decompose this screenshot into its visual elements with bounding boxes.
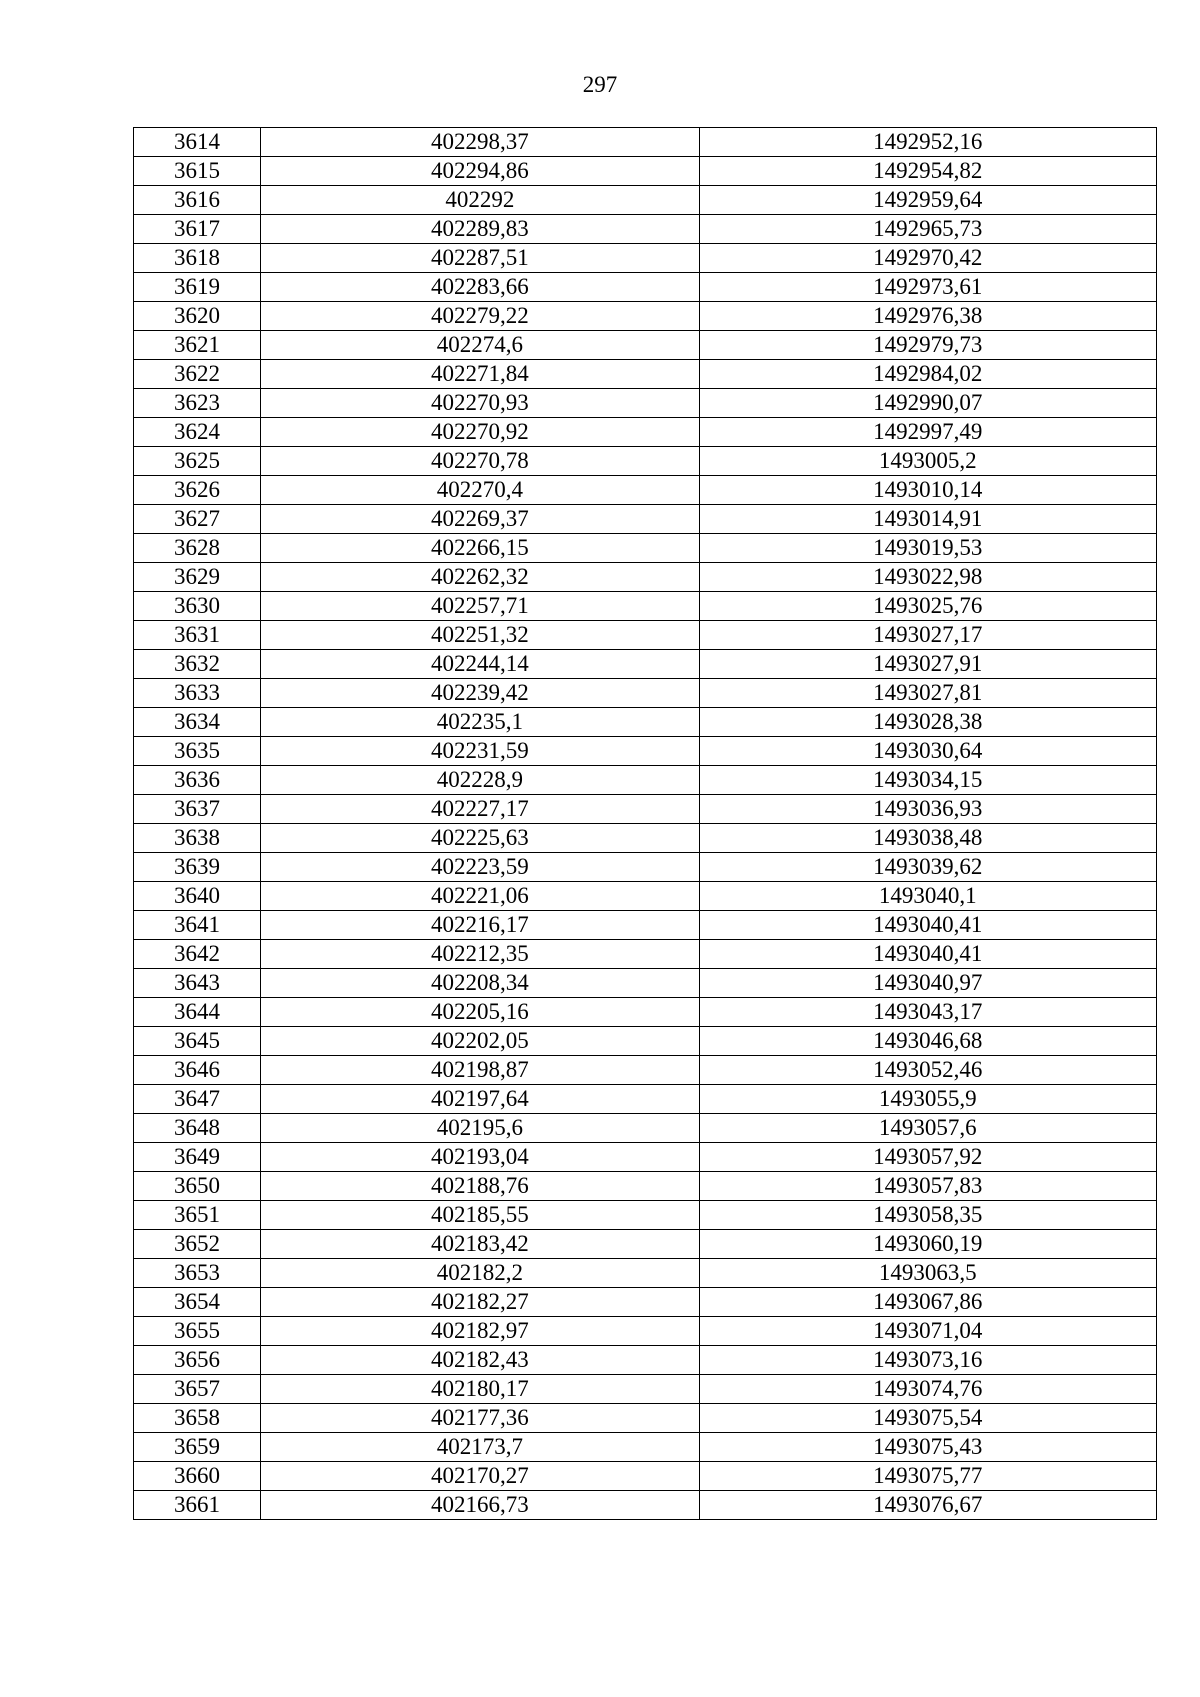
x-coordinate-cell: 402182,97 — [261, 1317, 699, 1346]
x-coordinate-cell: 402197,64 — [261, 1085, 699, 1114]
point-number-cell: 3630 — [134, 592, 261, 621]
x-coordinate-cell: 402182,27 — [261, 1288, 699, 1317]
x-coordinate-cell: 402202,05 — [261, 1027, 699, 1056]
point-number-cell: 3644 — [134, 998, 261, 1027]
point-number-cell: 3655 — [134, 1317, 261, 1346]
table-row — [134, 998, 1157, 1027]
y-coordinate-cell: 1493040,1 — [699, 882, 1156, 911]
y-coordinate-cell: 1493071,04 — [699, 1317, 1156, 1346]
x-coordinate-cell: 402271,84 — [261, 360, 699, 389]
y-coordinate-cell: 1493055,9 — [699, 1085, 1156, 1114]
point-number-cell: 3621 — [134, 331, 261, 360]
y-coordinate-cell: 1493019,53 — [699, 534, 1156, 563]
y-coordinate-cell: 1492952,16 — [699, 128, 1156, 157]
y-coordinate-cell: 1493040,41 — [699, 911, 1156, 940]
point-number-cell: 3639 — [134, 853, 261, 882]
y-coordinate-cell: 1493074,76 — [699, 1375, 1156, 1404]
x-coordinate-cell: 402257,71 — [261, 592, 699, 621]
y-coordinate-cell: 1492959,64 — [699, 186, 1156, 215]
point-number-cell: 3636 — [134, 766, 261, 795]
y-coordinate-cell: 1493039,62 — [699, 853, 1156, 882]
x-coordinate-cell: 402188,76 — [261, 1172, 699, 1201]
point-number-cell: 3622 — [134, 360, 261, 389]
table-row — [134, 679, 1157, 708]
y-coordinate-cell: 1493027,91 — [699, 650, 1156, 679]
point-number-cell: 3637 — [134, 795, 261, 824]
y-coordinate-cell: 1493038,48 — [699, 824, 1156, 853]
point-number-cell: 3660 — [134, 1462, 261, 1491]
y-coordinate-cell: 1493027,17 — [699, 621, 1156, 650]
x-coordinate-cell: 402180,17 — [261, 1375, 699, 1404]
coordinates-table — [133, 127, 1157, 1520]
point-number-cell: 3617 — [134, 215, 261, 244]
y-coordinate-cell: 1493052,46 — [699, 1056, 1156, 1085]
x-coordinate-cell: 402262,32 — [261, 563, 699, 592]
table-row — [134, 1462, 1157, 1491]
point-number-cell: 3632 — [134, 650, 261, 679]
point-number-cell: 3659 — [134, 1433, 261, 1462]
y-coordinate-cell: 1492954,82 — [699, 157, 1156, 186]
y-coordinate-cell: 1493005,2 — [699, 447, 1156, 476]
table-row — [134, 389, 1157, 418]
x-coordinate-cell: 402279,22 — [261, 302, 699, 331]
x-coordinate-cell: 402270,78 — [261, 447, 699, 476]
x-coordinate-cell: 402283,66 — [261, 273, 699, 302]
point-number-cell: 3625 — [134, 447, 261, 476]
table-row — [134, 418, 1157, 447]
x-coordinate-cell: 402266,15 — [261, 534, 699, 563]
point-number-cell: 3618 — [134, 244, 261, 273]
y-coordinate-cell: 1493076,67 — [699, 1491, 1156, 1520]
point-number-cell: 3661 — [134, 1491, 261, 1520]
table-row — [134, 1027, 1157, 1056]
table-row — [134, 302, 1157, 331]
y-coordinate-cell: 1493043,17 — [699, 998, 1156, 1027]
table-row — [134, 1056, 1157, 1085]
x-coordinate-cell: 402182,43 — [261, 1346, 699, 1375]
point-number-cell: 3628 — [134, 534, 261, 563]
point-number-cell: 3649 — [134, 1143, 261, 1172]
x-coordinate-cell: 402270,4 — [261, 476, 699, 505]
point-number-cell: 3620 — [134, 302, 261, 331]
y-coordinate-cell: 1493036,93 — [699, 795, 1156, 824]
x-coordinate-cell: 402166,73 — [261, 1491, 699, 1520]
table-row — [134, 650, 1157, 679]
x-coordinate-cell: 402185,55 — [261, 1201, 699, 1230]
x-coordinate-cell: 402231,59 — [261, 737, 699, 766]
table-row — [134, 447, 1157, 476]
point-number-cell: 3652 — [134, 1230, 261, 1259]
y-coordinate-cell: 1492970,42 — [699, 244, 1156, 273]
point-number-cell: 3635 — [134, 737, 261, 766]
table-row — [134, 186, 1157, 215]
y-coordinate-cell: 1493014,91 — [699, 505, 1156, 534]
table-row — [134, 157, 1157, 186]
x-coordinate-cell: 402170,27 — [261, 1462, 699, 1491]
x-coordinate-cell: 402298,37 — [261, 128, 699, 157]
point-number-cell: 3653 — [134, 1259, 261, 1288]
y-coordinate-cell: 1492976,38 — [699, 302, 1156, 331]
x-coordinate-cell: 402294,86 — [261, 157, 699, 186]
table-row — [134, 1433, 1157, 1462]
y-coordinate-cell: 1493025,76 — [699, 592, 1156, 621]
y-coordinate-cell: 1492997,49 — [699, 418, 1156, 447]
table-row — [134, 360, 1157, 389]
point-number-cell: 3623 — [134, 389, 261, 418]
x-coordinate-cell: 402195,6 — [261, 1114, 699, 1143]
table-row — [134, 128, 1157, 157]
point-number-cell: 3658 — [134, 1404, 261, 1433]
table-row — [134, 1346, 1157, 1375]
x-coordinate-cell: 402289,83 — [261, 215, 699, 244]
x-coordinate-cell: 402287,51 — [261, 244, 699, 273]
table-row — [134, 273, 1157, 302]
table-row — [134, 476, 1157, 505]
table-row — [134, 1085, 1157, 1114]
point-number-cell: 3631 — [134, 621, 261, 650]
y-coordinate-cell: 1492965,73 — [699, 215, 1156, 244]
point-number-cell: 3640 — [134, 882, 261, 911]
point-number-cell: 3643 — [134, 969, 261, 998]
point-number-cell: 3647 — [134, 1085, 261, 1114]
x-coordinate-cell: 402223,59 — [261, 853, 699, 882]
table-row — [134, 534, 1157, 563]
table-row — [134, 592, 1157, 621]
point-number-cell: 3650 — [134, 1172, 261, 1201]
table-row — [134, 331, 1157, 360]
x-coordinate-cell: 402183,42 — [261, 1230, 699, 1259]
point-number-cell: 3657 — [134, 1375, 261, 1404]
table-row — [134, 1230, 1157, 1259]
point-number-cell: 3654 — [134, 1288, 261, 1317]
x-coordinate-cell: 402270,93 — [261, 389, 699, 418]
table-row — [134, 1317, 1157, 1346]
y-coordinate-cell: 1493060,19 — [699, 1230, 1156, 1259]
table-row — [134, 1491, 1157, 1520]
table-row — [134, 1143, 1157, 1172]
y-coordinate-cell: 1493046,68 — [699, 1027, 1156, 1056]
x-coordinate-cell: 402227,17 — [261, 795, 699, 824]
x-coordinate-cell: 402177,36 — [261, 1404, 699, 1433]
table-row — [134, 1375, 1157, 1404]
point-number-cell: 3645 — [134, 1027, 261, 1056]
point-number-cell: 3642 — [134, 940, 261, 969]
y-coordinate-cell: 1493067,86 — [699, 1288, 1156, 1317]
table-row — [134, 215, 1157, 244]
table-row — [134, 1288, 1157, 1317]
x-coordinate-cell: 402269,37 — [261, 505, 699, 534]
table-row — [134, 1404, 1157, 1433]
y-coordinate-cell: 1493040,41 — [699, 940, 1156, 969]
point-number-cell: 3641 — [134, 911, 261, 940]
point-number-cell: 3633 — [134, 679, 261, 708]
y-coordinate-cell: 1493075,43 — [699, 1433, 1156, 1462]
point-number-cell: 3615 — [134, 157, 261, 186]
y-coordinate-cell: 1493028,38 — [699, 708, 1156, 737]
y-coordinate-cell: 1492984,02 — [699, 360, 1156, 389]
x-coordinate-cell: 402239,42 — [261, 679, 699, 708]
point-number-cell: 3656 — [134, 1346, 261, 1375]
point-number-cell: 3646 — [134, 1056, 261, 1085]
table-row — [134, 1201, 1157, 1230]
x-coordinate-cell: 402292 — [261, 186, 699, 215]
y-coordinate-cell: 1493075,77 — [699, 1462, 1156, 1491]
point-number-cell: 3626 — [134, 476, 261, 505]
x-coordinate-cell: 402208,34 — [261, 969, 699, 998]
table-row — [134, 766, 1157, 795]
x-coordinate-cell: 402198,87 — [261, 1056, 699, 1085]
point-number-cell: 3619 — [134, 273, 261, 302]
table-row — [134, 795, 1157, 824]
x-coordinate-cell: 402235,1 — [261, 708, 699, 737]
y-coordinate-cell: 1493010,14 — [699, 476, 1156, 505]
y-coordinate-cell: 1493058,35 — [699, 1201, 1156, 1230]
x-coordinate-cell: 402216,17 — [261, 911, 699, 940]
y-coordinate-cell: 1492973,61 — [699, 273, 1156, 302]
table-row — [134, 1114, 1157, 1143]
x-coordinate-cell: 402182,2 — [261, 1259, 699, 1288]
point-number-cell: 3624 — [134, 418, 261, 447]
table-row — [134, 708, 1157, 737]
x-coordinate-cell: 402270,92 — [261, 418, 699, 447]
y-coordinate-cell: 1493057,92 — [699, 1143, 1156, 1172]
x-coordinate-cell: 402173,7 — [261, 1433, 699, 1462]
point-number-cell: 3651 — [134, 1201, 261, 1230]
y-coordinate-cell: 1493027,81 — [699, 679, 1156, 708]
page-number: 297 — [582, 72, 618, 97]
table-row — [134, 853, 1157, 882]
coordinates-table-body — [134, 128, 1157, 1520]
y-coordinate-cell: 1493057,6 — [699, 1114, 1156, 1143]
table-row — [134, 244, 1157, 273]
y-coordinate-cell: 1493034,15 — [699, 766, 1156, 795]
point-number-cell: 3634 — [134, 708, 261, 737]
x-coordinate-cell: 402228,9 — [261, 766, 699, 795]
table-row — [134, 563, 1157, 592]
point-number-cell: 3638 — [134, 824, 261, 853]
y-coordinate-cell: 1493040,97 — [699, 969, 1156, 998]
table-row — [134, 911, 1157, 940]
table-row — [134, 505, 1157, 534]
y-coordinate-cell: 1493063,5 — [699, 1259, 1156, 1288]
point-number-cell: 3616 — [134, 186, 261, 215]
y-coordinate-cell: 1493073,16 — [699, 1346, 1156, 1375]
y-coordinate-cell: 1493075,54 — [699, 1404, 1156, 1433]
x-coordinate-cell: 402221,06 — [261, 882, 699, 911]
table-row — [134, 969, 1157, 998]
table-row — [134, 1259, 1157, 1288]
y-coordinate-cell: 1493030,64 — [699, 737, 1156, 766]
y-coordinate-cell: 1493022,98 — [699, 563, 1156, 592]
point-number-cell: 3629 — [134, 563, 261, 592]
x-coordinate-cell: 402274,6 — [261, 331, 699, 360]
table-row — [134, 1172, 1157, 1201]
x-coordinate-cell: 402251,32 — [261, 621, 699, 650]
table-row — [134, 824, 1157, 853]
table-row — [134, 621, 1157, 650]
x-coordinate-cell: 402244,14 — [261, 650, 699, 679]
point-number-cell: 3627 — [134, 505, 261, 534]
x-coordinate-cell: 402193,04 — [261, 1143, 699, 1172]
y-coordinate-cell: 1493057,83 — [699, 1172, 1156, 1201]
x-coordinate-cell: 402205,16 — [261, 998, 699, 1027]
y-coordinate-cell: 1492990,07 — [699, 389, 1156, 418]
point-number-cell: 3614 — [134, 128, 261, 157]
y-coordinate-cell: 1492979,73 — [699, 331, 1156, 360]
point-number-cell: 3648 — [134, 1114, 261, 1143]
x-coordinate-cell: 402212,35 — [261, 940, 699, 969]
table-row — [134, 737, 1157, 766]
table-row — [134, 882, 1157, 911]
x-coordinate-cell: 402225,63 — [261, 824, 699, 853]
table-row — [134, 940, 1157, 969]
